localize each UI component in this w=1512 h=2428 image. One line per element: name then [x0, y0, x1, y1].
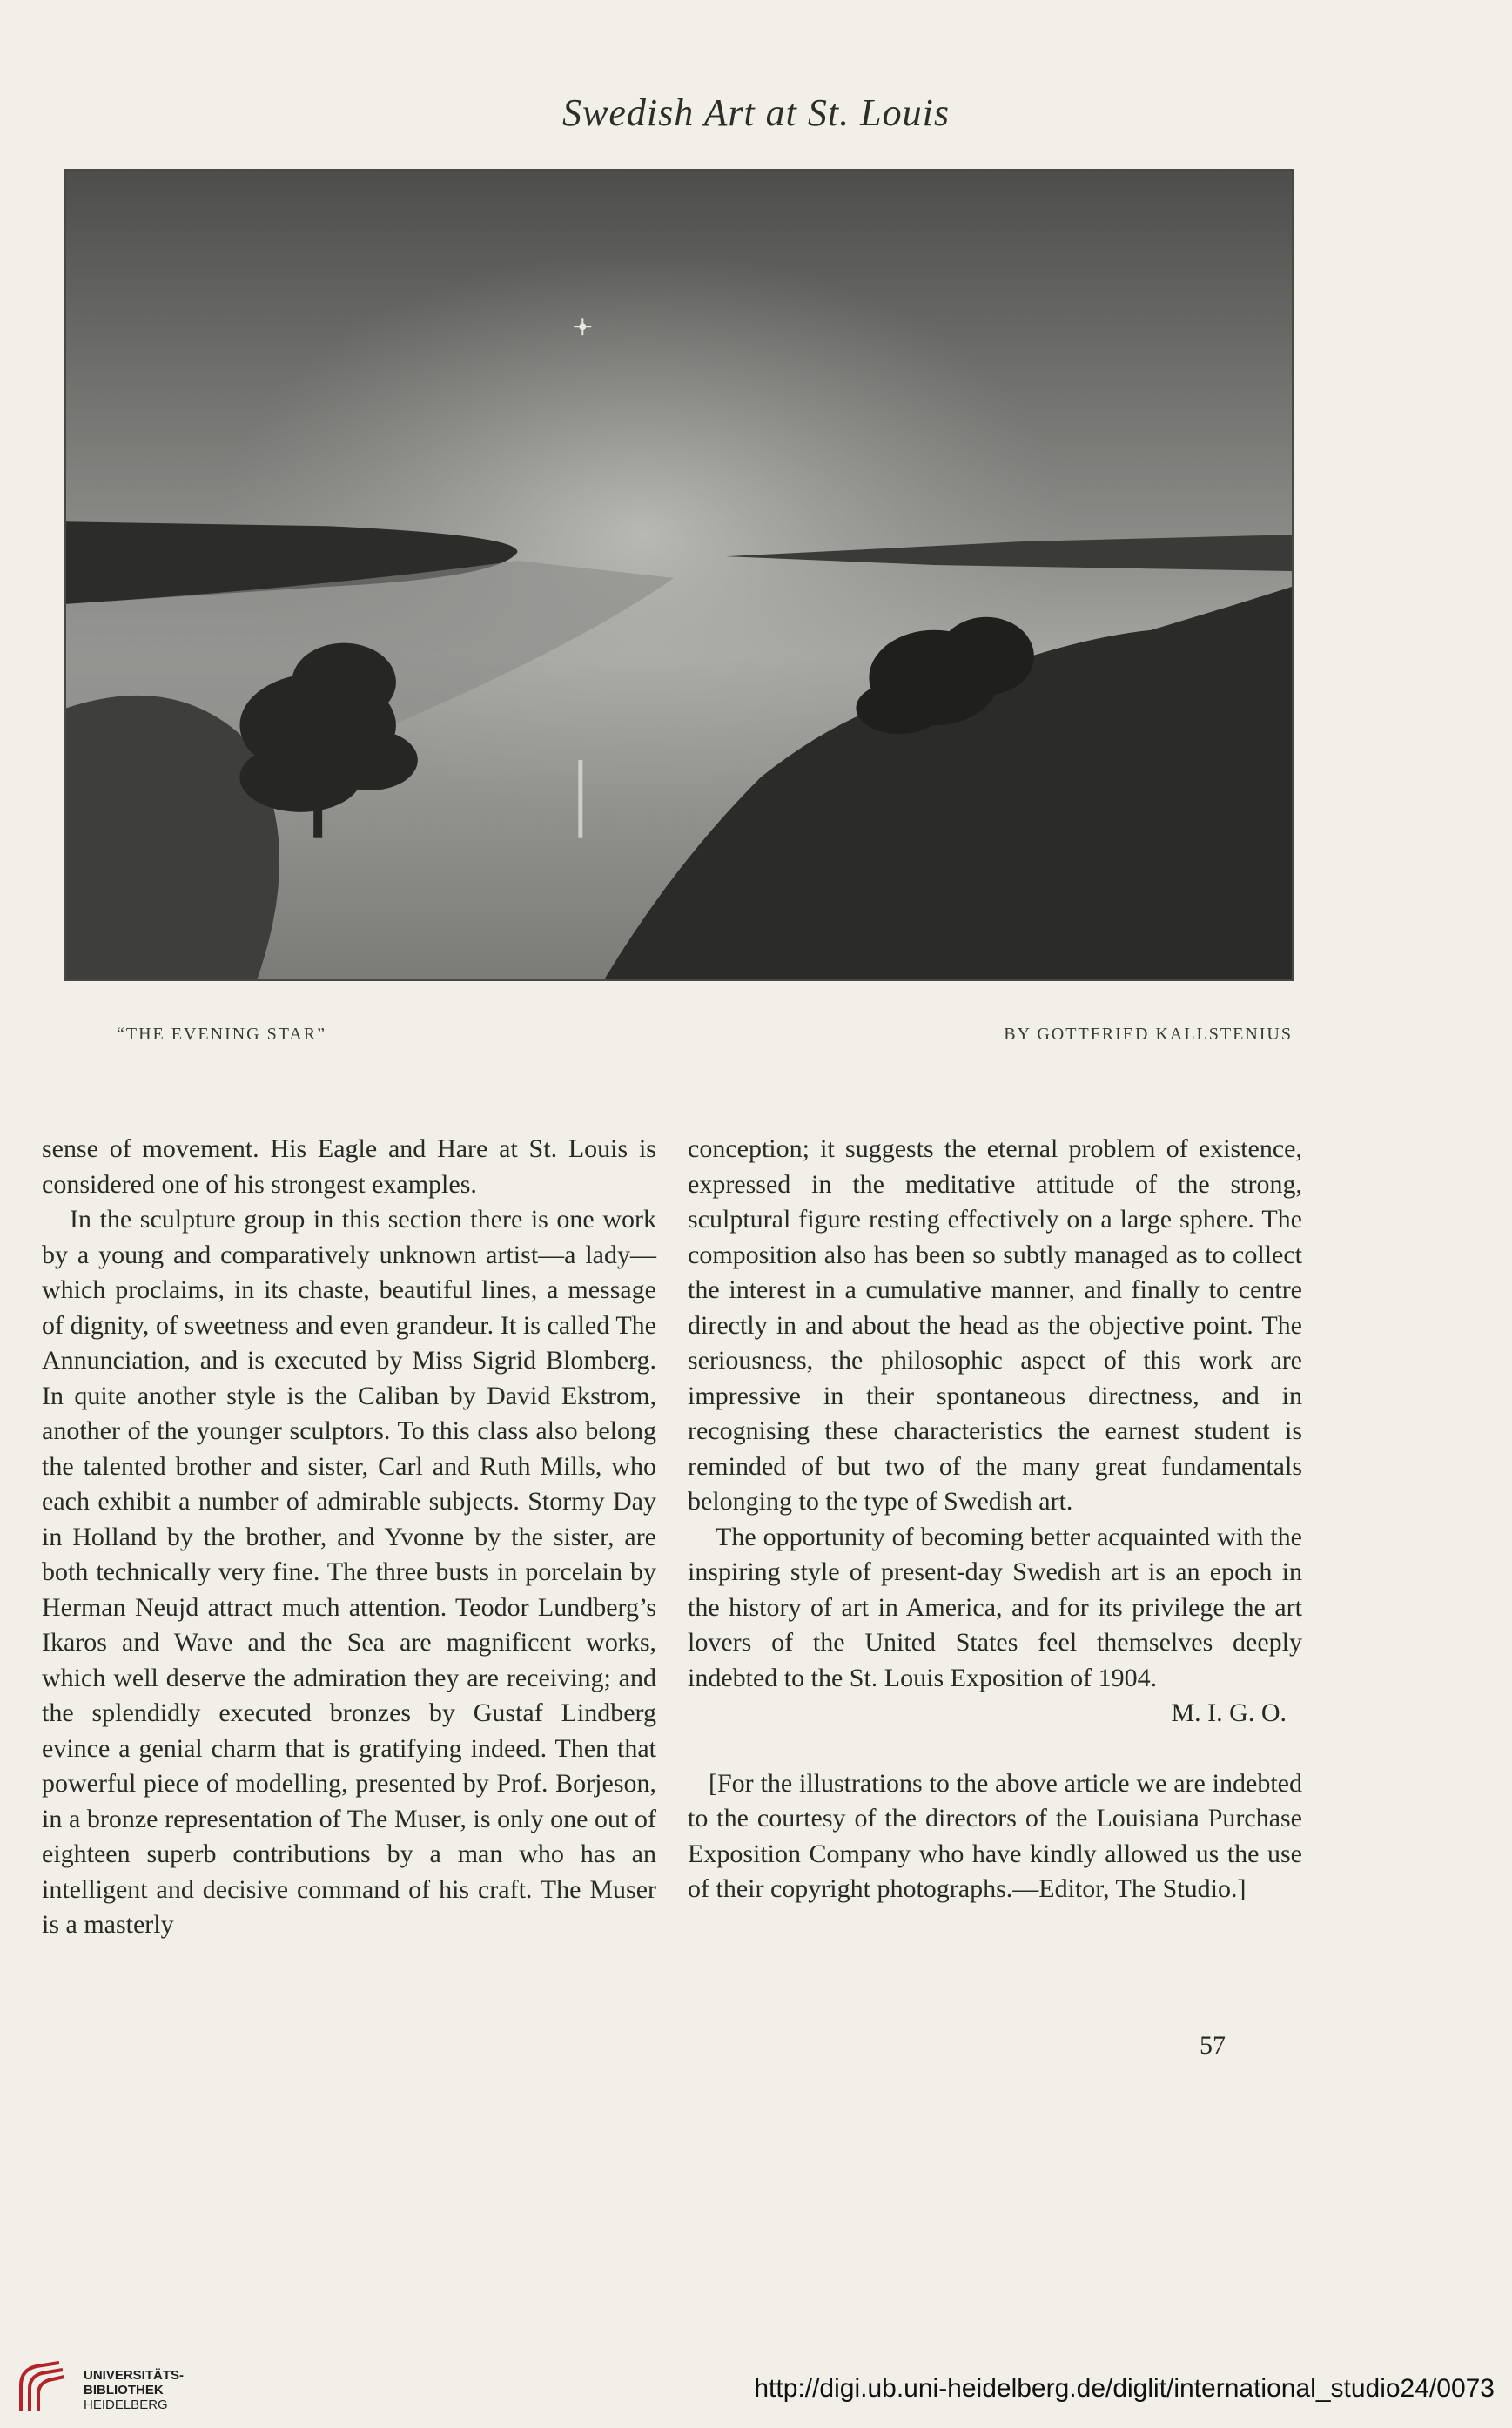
plate-caption-title: “THE EVENING STAR”: [117, 1025, 327, 1044]
page-title: Swedish Art at St. Louis: [562, 91, 950, 134]
evening-star-painting: [64, 169, 1294, 981]
paragraph: In the sculpture group in this section there is one work by a young and comparatively unknown artist—a lady—which proclaims, in its chaste, beautiful lines, a message of dignity, of sweetness and even grandeur. It is called The Annunciation, and is executed by Miss Sigrid Blomberg. In quite another style is the Caliban by David Ekstrom, another of the younger sculptors. To this class also belong the talented brother and sister, Carl and Ruth Mills, who each exhibit a number of admirable subjects. Stormy Day in Holland by the brother, and Yvonne by the sister, are both technically very fine. The three busts in porcelain by Herman Neujd attract much attention. Teodor Lundberg’s Ikaros and Wave and the Sea are magnificent works, which well deserve the admiration they are receiving; and the splendidly executed bronzes by Gustaf Lindberg evince a genial charm that is gratifying indeed. Then that powerful piece of modelling, presented by Prof. Borjeson, in a bronze representation of The Muser, is only one out of eighteen superb contributions by a man who has an intelligent and decisive command of his craft. The Muser is a masterly: [42, 1205, 656, 1939]
paragraph: sense of movement. His Eagle and Hare at St. Louis is considered one of his strongest examples.: [42, 1134, 656, 1199]
author-signature: M. I. G. O.: [1171, 1698, 1287, 1727]
source-url-link[interactable]: http://digi.ub.uni-heidelberg.de/diglit/international_studio24/0073: [754, 2374, 1495, 2403]
plate-caption-artist: BY GOTTFRIED KALLSTENIUS: [1004, 1025, 1293, 1044]
library-name-line: HEIDELBERG: [84, 2398, 168, 2412]
paragraph: conception; it suggests the eternal problem of existence, expressed in the meditative attitude of the strong, sculptural figure resting effectively on a large sphere. The composition also has been so subtly managed as to collect the interest in a cumulative manner, and finally to centre directly in and about the head as the objective point. The seriousness, the philosophic aspect of this work are impressive in their spontaneous directness, and in recognising these characteristics the earnest student is reminded of but two of the many great fundamentals belonging to the type of Swedish art.: [688, 1134, 1302, 1516]
page-number: 57: [1200, 2031, 1226, 2060]
library-name-line: UNIVERSITÄTS-: [84, 2368, 185, 2383]
editorial-note: [For the illustrations to the above article we are indebted to the courtesy of the directors of the Louisiana Purchase Exposition Company who have kindly allowed us the use of their copyright photographs.—Editor, The Studio.]: [688, 1768, 1302, 1903]
library-name-line: BIBLIOTHEK: [84, 2383, 164, 2398]
library-logo-icon: [16, 2361, 68, 2415]
article-left-column: [42, 1132, 656, 1943]
library-name: [84, 2368, 184, 2412]
paragraph: The opportunity of becoming better acquainted with the inspiring style of present-day Swedish art is an epoch in the history of art in America, and for its privilege the art lovers of the United States feel themselves deeply indebted to the St. Louis Exposition of 1904.: [688, 1522, 1302, 1692]
article-right-column: [688, 1132, 1302, 1907]
